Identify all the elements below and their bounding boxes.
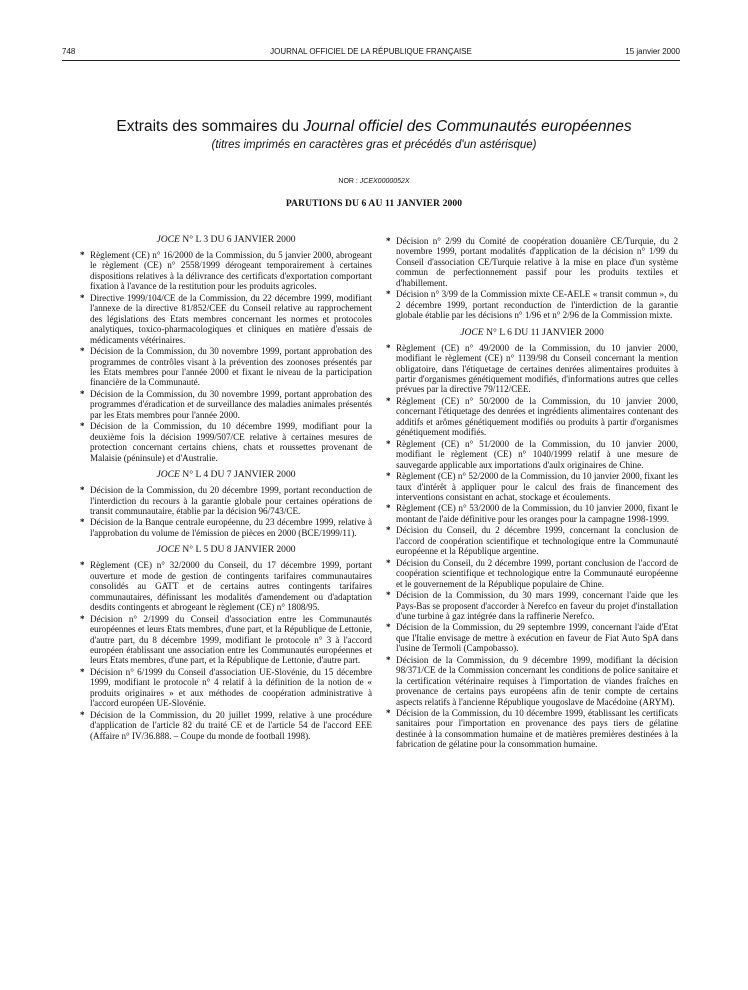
asterisk-marker: * xyxy=(386,471,391,482)
title-prefix: Extraits des sommaires du xyxy=(116,118,304,135)
list-item xyxy=(80,560,372,612)
asterisk-marker: * xyxy=(386,236,391,246)
entry-text: Décision de la Commission, du 10 décembre 1999, modifiant pour la deuxième fois la décision 1999/507/CE relative à certaines mesures de protection concernant certains chiens, chats et roussettes provenant de Malaisie (péninsule) et d'Australie. xyxy=(90,421,372,463)
list-item xyxy=(386,708,678,750)
entry-text: Décision de la Commission, du 30 novembre 1999, portant approbation des programmes d'éradication et de surveillance des maladies animales présentés par les Etats membres pour l'année 2000. xyxy=(90,388,372,420)
entry-text: Décision n° 2/99 du Comité de coopération douanière CE/Turquie, du 2 novembre 1999, portant modalités d'application de la décision n° 1/99 du Conseil d'association CE/Turquie relative à la mise en place d'un système commun de perfectionnement passif pour les produits textiles et d'habillement. xyxy=(396,236,678,288)
list-item xyxy=(80,517,372,538)
page-title xyxy=(0,118,748,136)
joce-label: JOCE xyxy=(156,234,180,245)
asterisk-marker: * xyxy=(80,292,85,303)
entry-text: Règlement (CE) n° 52/2000 de la Commission, du 10 janvier 2000, fixant les taux d'intérêt à appliquer pour le calcul des frais de financement des interventions consistant en achat, stockage et écoulements. xyxy=(396,471,678,502)
asterisk-marker: * xyxy=(386,395,391,406)
asterisk-marker: * xyxy=(386,654,391,665)
header-rule xyxy=(62,60,680,61)
asterisk-marker: * xyxy=(80,517,85,528)
left-column xyxy=(80,234,372,742)
entry-text: Décision n° 3/99 de la Commission mixte CE-AELE « transit commun », du 2 décembre 1999, portant reconduction de l'interdiction de la garantie globale établie par les décisions n° 1/96 et n° 2/96 de la Commission mixte. xyxy=(396,289,678,321)
list-item xyxy=(80,346,372,388)
asterisk-marker: * xyxy=(386,557,391,568)
list-item xyxy=(80,389,372,420)
asterisk-marker: * xyxy=(386,342,391,353)
asterisk-marker: * xyxy=(386,438,391,449)
entry-text: Décision de la Commission, du 9 décembre 1999, modifiant la décision 98/371/CE de la Commission concernant les conditions de police sanitaire et la certification vétérinaire requises à l'importation de viandes fraîches en provenance de certains pays européens afin de tenir compte de certains aspects relatifs à l'ancienne République yougoslave de Macédoine (ARYM). xyxy=(396,654,678,707)
parutions-heading: PARUTIONS DU 6 AU 11 JANVIER 2000 xyxy=(285,198,463,209)
joce-label: JOCE xyxy=(156,469,180,481)
asterisk-marker: * xyxy=(80,346,85,357)
asterisk-marker: * xyxy=(80,613,85,624)
entry-text: Règlement (CE) n° 50/2000 de la Commission, du 10 janvier 2000, concernant l'étiquetage des denrées et ingrédients alimentaires contenant des additifs et arômes génétiquement modifiés ou produits à partir d'organismes génétiquement modifiés. xyxy=(396,395,678,438)
list-item xyxy=(80,250,372,292)
asterisk-marker: * xyxy=(386,525,391,536)
entry-text: Règlement (CE) n° 49/2000 de la Commission, du 10 janvier 2000, modifiant le règlement (CE) n° 1139/98 du Conseil concernant la mention obligatoire, dans l'étiquetage de certaines denrées alimentaires produites à partir d'organismes génétiquement modifiés, d'informations autres que celles prévues par la directive 79/112/CEE. xyxy=(396,342,678,395)
list-item xyxy=(80,710,372,741)
list-item xyxy=(80,485,372,516)
entry-text: Règlement (CE) n° 16/2000 de la Commission, du 5 janvier 2000, abrogeant le règlement (CE) n° 2558/1999 dérogeant temporairement à certaines dispositions relatives à la délivrance des certificats d'exportation comportant fixation à l'avance de la restitution pour les produits agricoles. xyxy=(90,250,372,292)
entry-text: Décision de la Commission, du 20 décembre 1999, portant reconduction de l'interdiction du recours à la garantie globale pour certaines opérations de transit communautaire, établie par la décision 96/743/CE. xyxy=(90,485,372,516)
section-heading-l5 xyxy=(80,544,372,555)
section-ref: N° L 5 DU 8 JANVIER 2000 xyxy=(179,544,296,556)
joce-label: JOCE xyxy=(156,544,180,556)
nor-reference xyxy=(0,178,748,185)
issue-date: 15 janvier 2000 xyxy=(625,47,680,56)
journal-name: JOURNAL OFFICIEL DE LA RÉPUBLIQUE FRANÇAISE xyxy=(270,47,472,56)
joce-label: JOCE xyxy=(460,326,484,338)
section-heading-l4 xyxy=(80,469,372,480)
entry-text: Décision de la Commission, du 29 septembre 1999, concernant l'aide d'Etat que l'Italie envisage de mettre à exécution en faveur de Fiat Auto SpA dans l'usine de Termoli (Campobasso). xyxy=(396,622,678,654)
asterisk-marker: * xyxy=(80,485,85,496)
entry-text: Décision de la Commission, du 20 juillet 1999, relative à une procédure d'application de l'article 82 du traité CE et de l'article 54 de l'accord EEE (Affaire n° IV/36.888. – Coupe du monde de football 1998). xyxy=(90,709,372,741)
list-item xyxy=(386,471,678,502)
section-ref: N° L 3 DU 6 JANVIER 2000 xyxy=(179,234,296,245)
list-item xyxy=(386,396,678,438)
entry-text: Décision n° 2/1999 du Conseil d'association entre les Communautés européennes et leurs Etats membres, d'une part, et la République de Lettonie, d'autre part, du 8 décembre 1999, modifiant le protocole n° 3 à l'accord européen établissant une association entre les Communautés européennes et leurs Etats membres, d'une part, et la République de Lettonie, d'autre part. xyxy=(90,613,372,666)
entry-text: Décision de la Banque centrale européenne, du 23 décembre 1999, relative à l'approbation du volume de l'émission de pièces en 2000 (BCE/1999/11). xyxy=(90,517,372,538)
section-heading-l6 xyxy=(386,327,678,338)
nor-label: NOR : xyxy=(338,178,360,185)
asterisk-marker: * xyxy=(80,560,85,571)
nor-value: JCEX0000052X xyxy=(359,178,410,185)
list-item xyxy=(386,439,678,470)
entry-text: Règlement (CE) n° 32/2000 du Conseil, du 17 décembre 1999, portant ouverture et mode de gestion de contingents tarifaires communautaires consolidés au GATT et de certains autres contingents tarifaires communautaires, définissant les modalités d'amendement ou d'adaptation desdits contingents et abrogeant le règlement (CE) n° 1808/95. xyxy=(90,560,372,613)
list-item xyxy=(386,622,678,653)
list-item xyxy=(386,503,678,524)
section-heading-l3 xyxy=(80,234,372,245)
list-item xyxy=(80,667,372,709)
section-ref: N° L 6 DU 11 JANVIER 2000 xyxy=(483,326,604,338)
list-item xyxy=(386,590,678,621)
asterisk-marker: * xyxy=(386,622,391,633)
list-item xyxy=(386,343,678,395)
entry-text: Directive 1999/104/CE de la Commission, du 22 décembre 1999, modifiant l'annexe de la directive 81/852/CEE du Conseil relative au rapprochement des législations des Etats membres concernant les normes et protocoles analytiques, toxico-pharmacologiques et cliniques en matière d'essais de médicaments vétérinaires. xyxy=(90,292,372,345)
asterisk-marker: * xyxy=(80,666,85,677)
page-number: 748 xyxy=(62,47,76,56)
list-item xyxy=(386,289,678,320)
asterisk-marker: * xyxy=(80,388,85,399)
asterisk-marker: * xyxy=(80,250,85,260)
asterisk-marker: * xyxy=(386,708,391,719)
running-header xyxy=(62,47,680,59)
list-item xyxy=(386,558,678,589)
asterisk-marker: * xyxy=(386,289,391,300)
list-item xyxy=(80,421,372,463)
asterisk-marker: * xyxy=(80,421,85,432)
entry-text: Décision de la Commission, du 10 décembre 1999, établissant les certificats sanitaires pour l'importation en provenance des pays tiers de gélatine destinée à la consommation humaine et de matières premières destinées à la fabrication de gélatine pour la consommation humaine. xyxy=(396,708,678,750)
list-item xyxy=(386,655,678,707)
entry-text: Règlement (CE) n° 51/2000 de la Commission, du 10 janvier 2000, modifiant le règlement (CE) n° 1040/1999 relatif à une mesure de sauvegarde applicable aux importations d'aulx originaires de Chine. xyxy=(396,438,678,470)
list-item xyxy=(386,525,678,556)
list-item xyxy=(386,236,678,288)
asterisk-marker: * xyxy=(386,590,391,601)
asterisk-marker: * xyxy=(80,709,85,720)
list-item xyxy=(80,614,372,666)
page-subtitle: (titres imprimés en caractères gras et précédés d'un astérisque) xyxy=(211,139,537,151)
asterisk-marker: * xyxy=(386,503,391,514)
list-item xyxy=(80,293,372,345)
entry-text: Décision du Conseil, du 2 décembre 1999, concernant la conclusion de l'accord de coopération scientifique et technologique entre la Communauté européenne et la République argentine. xyxy=(396,525,678,557)
entry-text: Décision de la Commission, du 30 mars 1999, concernant l'aide que les Pays-Bas se proposent d'accorder à Nerefco en faveur du projet d'installation d'une turbine à gaz intégrée dans la raffinerie Nerefco. xyxy=(396,590,678,621)
entry-text: Règlement (CE) n° 53/2000 de la Commission, du 10 janvier 2000, fixant le montant de l'aide définitive pour les oranges pour la campagne 1998-1999. xyxy=(396,503,678,524)
entry-text: Décision de la Commission, du 30 novembre 1999, portant approbation des programmes de contrôles visant à la prévention des zoonoses présentés par les Etats membres pour l'année 2000 et fixant le niveau de la participation financière de la Communauté. xyxy=(90,346,372,388)
title-italic: Journal officiel des Communautés européennes xyxy=(303,118,632,135)
entry-text: Décision n° 6/1999 du Conseil d'association UE-Slovénie, du 15 décembre 1999, modifiant le protocole n° 4 relatif à la définition de la notion de « produits originaires » et aux méthodes de coopération administrative à l'accord européen UE-Slovénie. xyxy=(90,666,372,709)
entry-text: Décision du Conseil, du 2 décembre 1999, portant conclusion de l'accord de coopération scientifique et technologique entre la Communauté européenne et le gouvernement de la République populaire de Chine. xyxy=(396,557,678,589)
section-ref: N° L 4 DU 7 JANVIER 2000 xyxy=(179,469,296,481)
right-column xyxy=(386,236,678,751)
